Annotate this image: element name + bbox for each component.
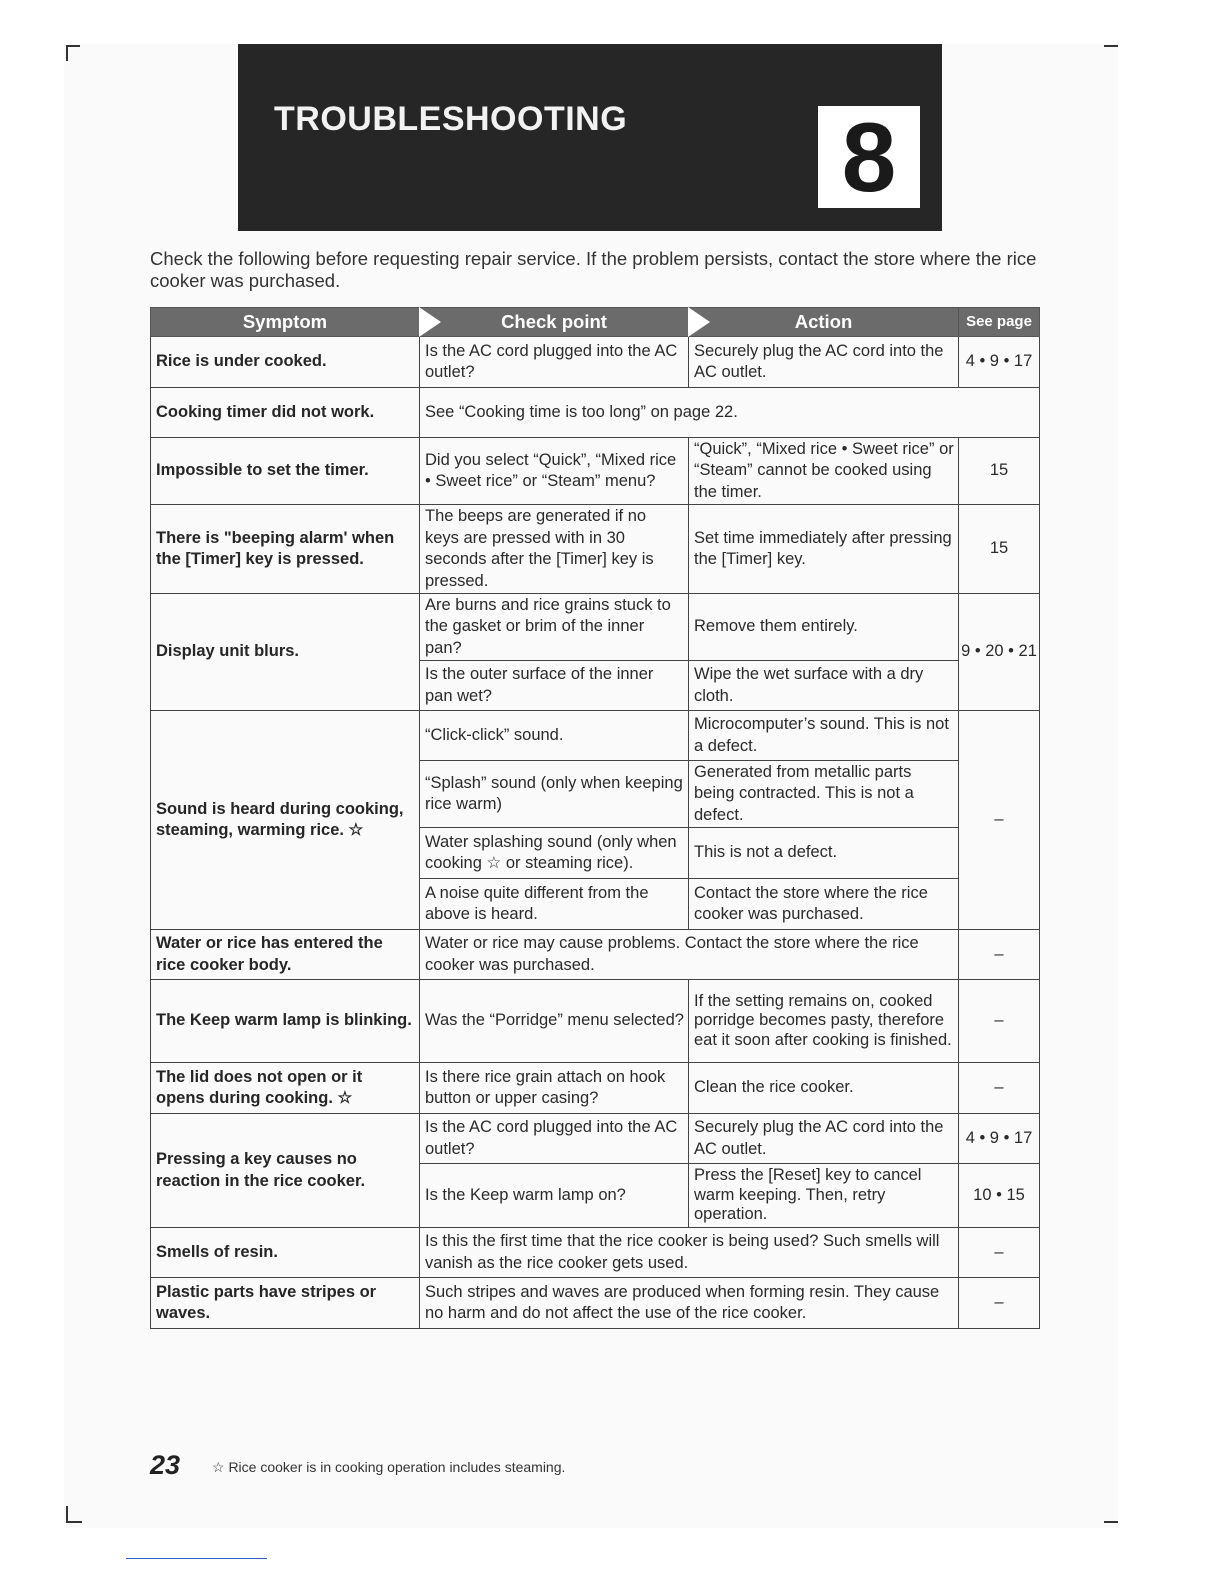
- troubleshooting-table: [150, 307, 1040, 1329]
- chapter-title: TROUBLESHOOTING: [274, 100, 628, 138]
- symptom-cell: The lid does not open or it opens during cooking. ☆: [151, 1063, 420, 1114]
- table-row: [151, 388, 1040, 438]
- action-cell: Remove them entirely.: [689, 594, 959, 661]
- crop-mark-bottom-left-h: [66, 1521, 82, 1523]
- symptom-cell: Impossible to set the timer.: [151, 438, 420, 505]
- action-cell: This is not a defect.: [689, 828, 959, 879]
- page-ref-cell: –: [959, 1278, 1040, 1329]
- check-point-cell: Did you select “Quick”, “Mixed rice • Sweet rice” or “Steam” menu?: [420, 438, 689, 505]
- check-point-cell: The beeps are generated if no keys are pressed with in 30 seconds after the [Timer] key is pressed.: [420, 505, 689, 594]
- merged-cell: Water or rice may cause problems. Contact the store where the rice cooker was purchased.: [420, 930, 959, 980]
- action-cell: Microcomputer’s sound. This is not a defect.: [689, 711, 959, 761]
- action-header: Action: [689, 308, 959, 337]
- table-row: [151, 1278, 1040, 1329]
- table-row: [151, 505, 1040, 594]
- see-page-header: See page: [959, 308, 1040, 337]
- table-row: [151, 594, 1040, 661]
- symptom-cell: Rice is under cooked.: [151, 337, 420, 388]
- table-header-row: [151, 308, 1040, 337]
- page-ref-cell: –: [959, 1063, 1040, 1114]
- page-ref-cell: –: [959, 980, 1040, 1063]
- footnote: ☆ Rice cooker is in cooking operation includes steaming.: [212, 1459, 566, 1475]
- page-ref-cell: –: [959, 930, 1040, 980]
- check-point-cell: Was the “Porridge” menu selected?: [420, 980, 689, 1063]
- table-row: [151, 337, 1040, 388]
- merged-cell: Such stripes and waves are produced when forming resin. They cause no harm and do not affect the use of the rice cooker.: [420, 1278, 959, 1329]
- check-point-cell: Water splashing sound (only when cooking ☆ or steaming rice).: [420, 828, 689, 879]
- merged-cell: See “Cooking time is too long” on page 22.: [420, 388, 1040, 438]
- arrow-right-icon: [688, 307, 710, 337]
- action-cell: Securely plug the AC cord into the AC outlet.: [689, 337, 959, 388]
- symptom-cell: Smells of resin.: [151, 1228, 420, 1278]
- table-row: [151, 930, 1040, 980]
- symptom-cell: Cooking timer did not work.: [151, 388, 420, 438]
- page-ref-cell: –: [959, 711, 1040, 930]
- check-point-cell: A noise quite different from the above is heard.: [420, 879, 689, 930]
- crop-mark-top-left-v: [66, 45, 68, 61]
- table-row: [151, 980, 1040, 1063]
- action-cell: Press the [Reset] key to cancel warm keeping. Then, retry operation.: [689, 1164, 959, 1228]
- page-ref-cell: 15: [959, 505, 1040, 594]
- action-cell: “Quick”, “Mixed rice • Sweet rice” or “Steam” cannot be cooked using the timer.: [689, 438, 959, 505]
- page-ref-cell: 15: [959, 438, 1040, 505]
- page-ref-cell: 9 • 20 • 21: [959, 594, 1040, 711]
- page-ref-cell: 4 • 9 • 17: [959, 337, 1040, 388]
- crop-mark-bottom-right: [1104, 1521, 1118, 1523]
- symptom-cell: Display unit blurs.: [151, 594, 420, 711]
- check-point-cell: Is the outer surface of the inner pan wet?: [420, 661, 689, 711]
- action-cell: Securely plug the AC cord into the AC outlet.: [689, 1114, 959, 1164]
- table-row: [151, 1063, 1040, 1114]
- page-ref-cell: 4 • 9 • 17: [959, 1114, 1040, 1164]
- table-row: [151, 1228, 1040, 1278]
- intro-text: Check the following before requesting repair service. If the problem persists, contact the store where the rice cooker was purchased.: [150, 248, 1037, 291]
- symptom-cell: Plastic parts have stripes or waves.: [151, 1278, 420, 1329]
- check-point-cell: “Click-click” sound.: [420, 711, 689, 761]
- check-point-cell: “Splash” sound (only when keeping rice warm): [420, 761, 689, 828]
- check-point-header: Check point: [420, 308, 689, 337]
- check-point-cell: Is the Keep warm lamp on?: [420, 1164, 689, 1228]
- symptom-cell: The Keep warm lamp is blinking.: [151, 980, 420, 1063]
- check-point-cell: Is the AC cord plugged into the AC outlet?: [420, 337, 689, 388]
- chapter-number: 8: [818, 106, 920, 208]
- arrow-right-icon: [419, 307, 441, 337]
- page-ref-cell: 10 • 15: [959, 1164, 1040, 1228]
- check-point-cell: Is there rice grain attach on hook button or upper casing?: [420, 1063, 689, 1114]
- crop-mark-bottom-left: [66, 1506, 68, 1522]
- symptom-cell: There is "beeping alarm' when the [Timer] key is pressed.: [151, 505, 420, 594]
- action-cell: Clean the rice cooker.: [689, 1063, 959, 1114]
- action-cell: Generated from metallic parts being contracted. This is not a defect.: [689, 761, 959, 828]
- symptom-cell: Pressing a key causes no reaction in the rice cooker.: [151, 1114, 420, 1228]
- action-cell: Contact the store where the rice cooker was purchased.: [689, 879, 959, 930]
- table-row: [151, 438, 1040, 505]
- action-cell: Set time immediately after pressing the [Timer] key.: [689, 505, 959, 594]
- symptom-header: Symptom: [151, 308, 420, 337]
- page-number: 23: [150, 1450, 181, 1480]
- action-cell: If the setting remains on, cooked porridge becomes pasty, therefore eat it soon after cooking is finished.: [689, 980, 959, 1063]
- table-row: [151, 711, 1040, 761]
- symptom-cell: Sound is heard during cooking, steaming, warming rice. ☆: [151, 711, 420, 930]
- symptom-cell: Water or rice has entered the rice cooker body.: [151, 930, 420, 980]
- action-cell: Wipe the wet surface with a dry cloth.: [689, 661, 959, 711]
- page-ref-cell: –: [959, 1228, 1040, 1278]
- merged-cell: Is this the first time that the rice cooker is being used? Such smells will vanish as the rice cooker gets used.: [420, 1228, 959, 1278]
- crop-mark-top-right: [1104, 45, 1118, 47]
- check-point-cell: Are burns and rice grains stuck to the gasket or brim of the inner pan?: [420, 594, 689, 661]
- crop-mark-top-left: [66, 45, 80, 47]
- chapter-header: [238, 44, 942, 231]
- check-point-cell: Is the AC cord plugged into the AC outlet?: [420, 1114, 689, 1164]
- table-row: [151, 1114, 1040, 1164]
- footer-link-underline: [126, 1558, 267, 1559]
